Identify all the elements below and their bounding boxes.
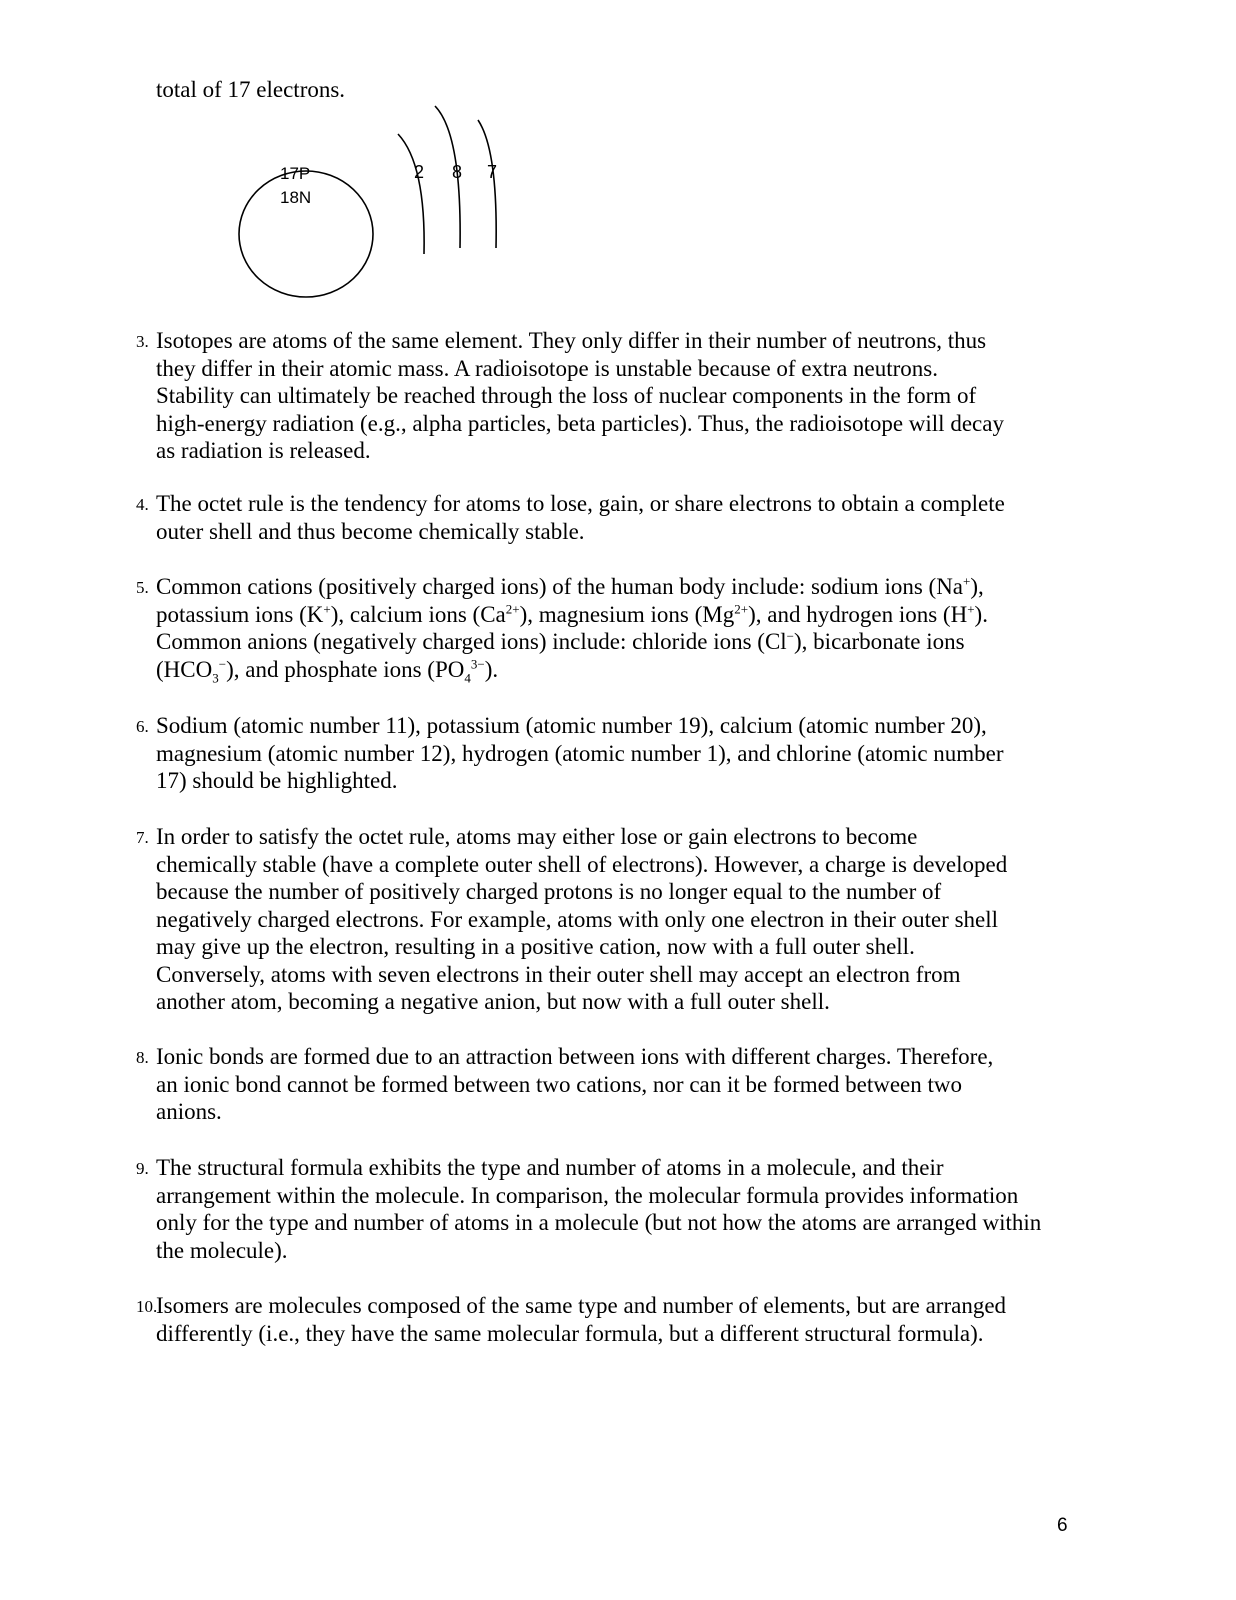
item-line: The octet rule is the tendency for atoms to lose, gain, or share electrons to obtain a complete (156, 491, 1005, 516)
item-line: In order to satisfy the octet rule, atoms may either lose or gain electrons to become (156, 824, 918, 849)
item-line: they differ in their atomic mass. A radioisotope is unstable because of extra neutrons. (156, 355, 939, 381)
answer-item-9 (136, 1154, 1086, 1264)
item-line: potassium ions (K+), calcium ions $(Ca^{2+})$, magnesium ions $(Mg^{2+})$, and hydrogen ions (H+). (156, 600, 988, 627)
item-line: high-energy radiation (e.g., alpha particles, beta particles). Thus, the radioisotope will decay (156, 410, 1004, 436)
answer-item-3 (136, 327, 1086, 465)
shell-count-1: 2 (414, 162, 425, 182)
shell-arc-3 (478, 120, 496, 248)
shell-count-2: 8 (452, 162, 463, 182)
item-line: Common cations (positively charged ions) of the human body include: sodium ions (Na+), (156, 573, 984, 599)
item-line: Sodium (atomic number 11), potassium (atomic number 19), calcium (atomic number 20), (156, 713, 987, 738)
answer-item-7 (136, 823, 1086, 1016)
item-line: anions. (156, 1099, 222, 1124)
item-number: 9. (136, 1159, 149, 1178)
nucleus-protons: 17P (280, 164, 311, 183)
answer-item-5 (136, 573, 1086, 686)
item-number: 3. (136, 332, 149, 351)
item-number: 7. (136, 828, 149, 847)
item-line: Stability can ultimately be reached through the loss of nuclear components in the form of (156, 383, 977, 408)
item-line: the molecule). (156, 1237, 288, 1263)
item-line: Ionic bonds are formed due to an attraction between ions with different charges. Therefore, (156, 1044, 994, 1069)
item-line: Conversely, atoms with seven electrons in their outer shell may accept an electron from (156, 961, 961, 987)
item-line: The structural formula exhibits the type and number of atoms in a molecule, and their (156, 1155, 944, 1180)
item-line: outer shell and thus become chemically stable. (156, 518, 585, 544)
item-line: 17) should be highlighted. (156, 768, 398, 793)
item-line: chemically stable (have a complete outer shell of electrons). However, a charge is developed (156, 851, 1008, 877)
shell-count-3: 7 (487, 162, 498, 182)
item-number: 4. (136, 495, 149, 514)
atom-shell-diagram (230, 104, 520, 304)
item-line: magnesium (atomic number 12), hydrogen (atomic number 1), and chlorine (atomic number (156, 740, 1004, 766)
item-line: negatively charged electrons. For example, atoms with only one electron in their outer shell (156, 906, 999, 932)
item-line: may give up the electron, resulting in a positive cation, now with a full outer shell. (156, 934, 915, 959)
answer-item-10 (136, 1292, 1086, 1347)
answer-item-8 (136, 1043, 1086, 1126)
item-line: arrangement within the molecule. In comparison, the molecular formula provides information (156, 1182, 1019, 1208)
shell-arc-1 (398, 134, 424, 254)
item-line: another atom, becoming a negative anion, but now with a full outer shell. (156, 989, 830, 1014)
answer-item-4 (136, 490, 1086, 545)
item-line: an ionic bond cannot be formed between two cations, nor can it be formed between two (156, 1071, 963, 1097)
item-number: 10. (136, 1297, 158, 1316)
item-number: 8. (136, 1048, 149, 1067)
intro-text: total of 17 electrons. (156, 77, 346, 102)
page-number: 6 (1057, 1515, 1068, 1536)
item-line: Isotopes are atoms of the same element. They only differ in their number of neutrons, thus (156, 328, 987, 353)
item-line: $(HCO_3^-)$, and phosphate ions $(PO_4^{3-})$. (156, 655, 499, 686)
item-line: Isomers are molecules composed of the same type and number of elements, but are arranged (156, 1293, 1007, 1318)
item-line: Common anions (negatively charged ions) include: chloride ions (Cl−), bicarbonate ions (156, 628, 965, 654)
item-number: 5. (136, 578, 149, 597)
item-line: differently (i.e., they have the same molecular formula, but a different structural formula). (156, 1320, 984, 1346)
item-line: because the number of positively charged protons is no longer equal to the number of (156, 879, 942, 904)
item-line: as radiation is released. (156, 438, 371, 463)
answer-item-6 (136, 712, 1086, 795)
item-number: 6. (136, 717, 149, 736)
item-line: only for the type and number of atoms in a molecule (but not how the atoms are arranged within (156, 1210, 1042, 1235)
nucleus-neutrons: 18N (280, 188, 312, 207)
